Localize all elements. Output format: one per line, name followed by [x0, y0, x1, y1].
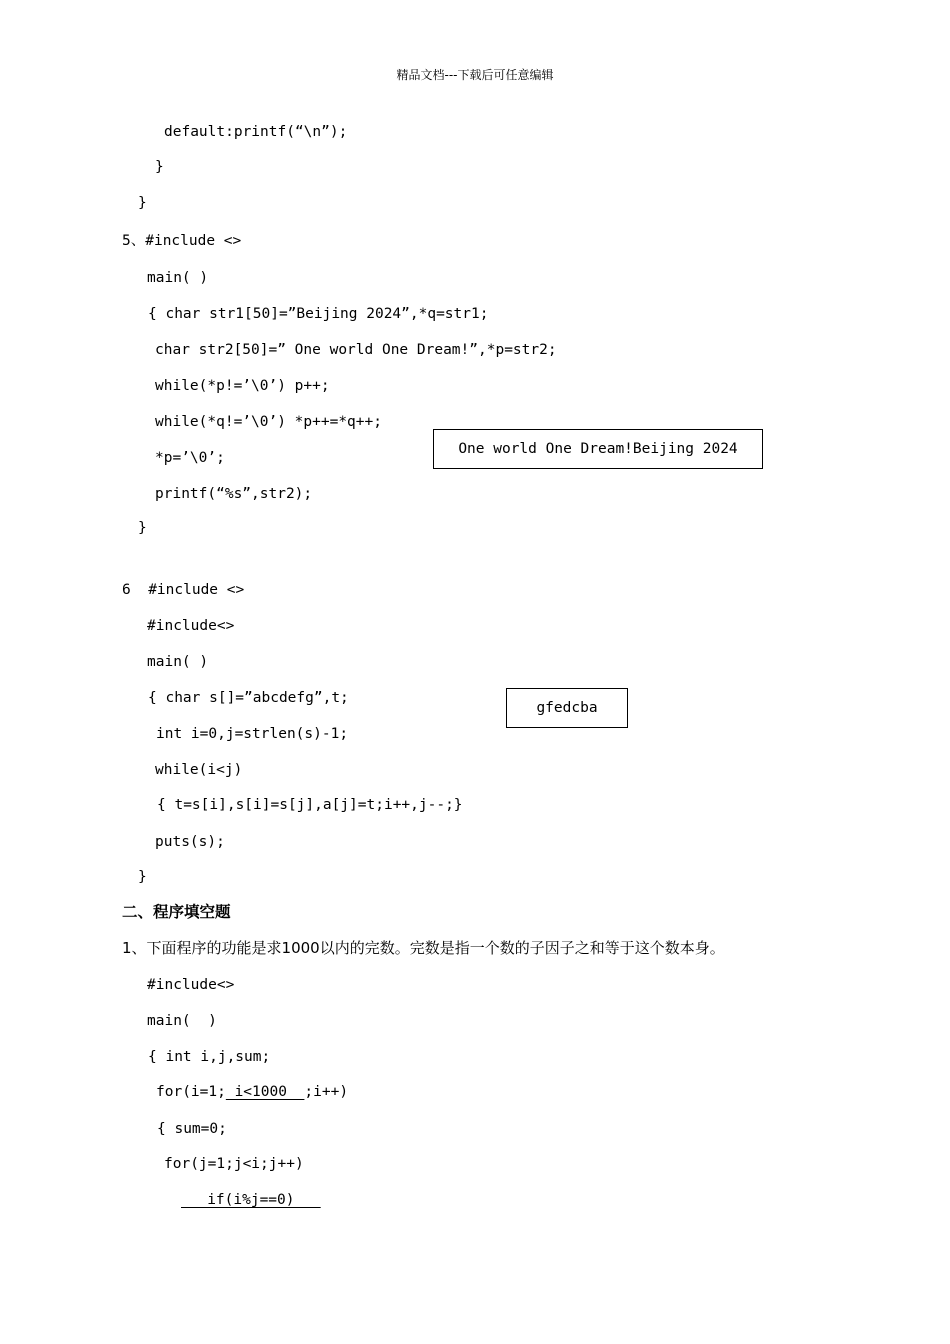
question-6-title: 6 #include <>	[122, 582, 245, 598]
code-line: #include<>	[147, 618, 235, 634]
code-line: int i=0,j=strlen(s)-1;	[156, 726, 349, 742]
code-line: main( )	[147, 270, 209, 286]
problem-1-description: 1、下面程序的功能是求1000以内的完数。完数是指一个数的子因子之和等于这个数本身。	[122, 939, 725, 957]
answer-box-q5: One world One Dream!Beijing 2024	[433, 429, 763, 469]
code-line: *p=’\0’;	[155, 450, 225, 466]
code-line: { t=s[i],s[i]=s[j],a[j]=t;i++,j--;}	[157, 797, 463, 813]
code-line: printf(“%s”,str2);	[155, 486, 313, 502]
fill-blank-answer: if(i%j==0)	[181, 1192, 321, 1208]
code-line-with-blank	[156, 1083, 348, 1101]
section-heading: 二、程序填空题	[122, 903, 231, 921]
code-line: }	[155, 159, 164, 175]
code-line: main( )	[147, 1013, 217, 1029]
code-line: for(j=1;j<i;j++)	[164, 1156, 304, 1172]
answer-box-q6: gfedcba	[506, 688, 628, 728]
code-line: { char str1[50]=”Beijing 2024”,*q=str1;	[148, 306, 489, 322]
code-text: ;i++)	[304, 1084, 349, 1100]
fill-blank-answer: i<1000	[225, 1084, 305, 1100]
code-line: while(i<j)	[155, 762, 243, 778]
code-line: { int i,j,sum;	[148, 1049, 271, 1065]
code-line: { char s[]=”abcdefg”,t;	[148, 690, 349, 706]
code-line: }	[138, 869, 147, 885]
code-line-with-blank	[181, 1191, 321, 1209]
code-line: { sum=0;	[157, 1121, 227, 1137]
code-line: main( )	[147, 654, 209, 670]
code-line: default:printf(“\n”);	[164, 124, 348, 140]
code-line: char str2[50]=” One world One Dream!”,*p=str2;	[155, 342, 557, 358]
code-line: puts(s);	[155, 834, 225, 850]
code-line: }	[138, 195, 147, 211]
code-line: while(*p!=’\0’) p++;	[155, 378, 330, 394]
page-header: 精品文档---下载后可任意编辑	[396, 68, 554, 82]
code-line: }	[138, 520, 147, 536]
question-5-title: 5、#include <>	[122, 233, 242, 249]
code-text: for(i=1;	[156, 1084, 226, 1100]
code-line: #include<>	[147, 977, 235, 993]
code-line: while(*q!=’\0’) *p++=*q++;	[155, 414, 382, 430]
